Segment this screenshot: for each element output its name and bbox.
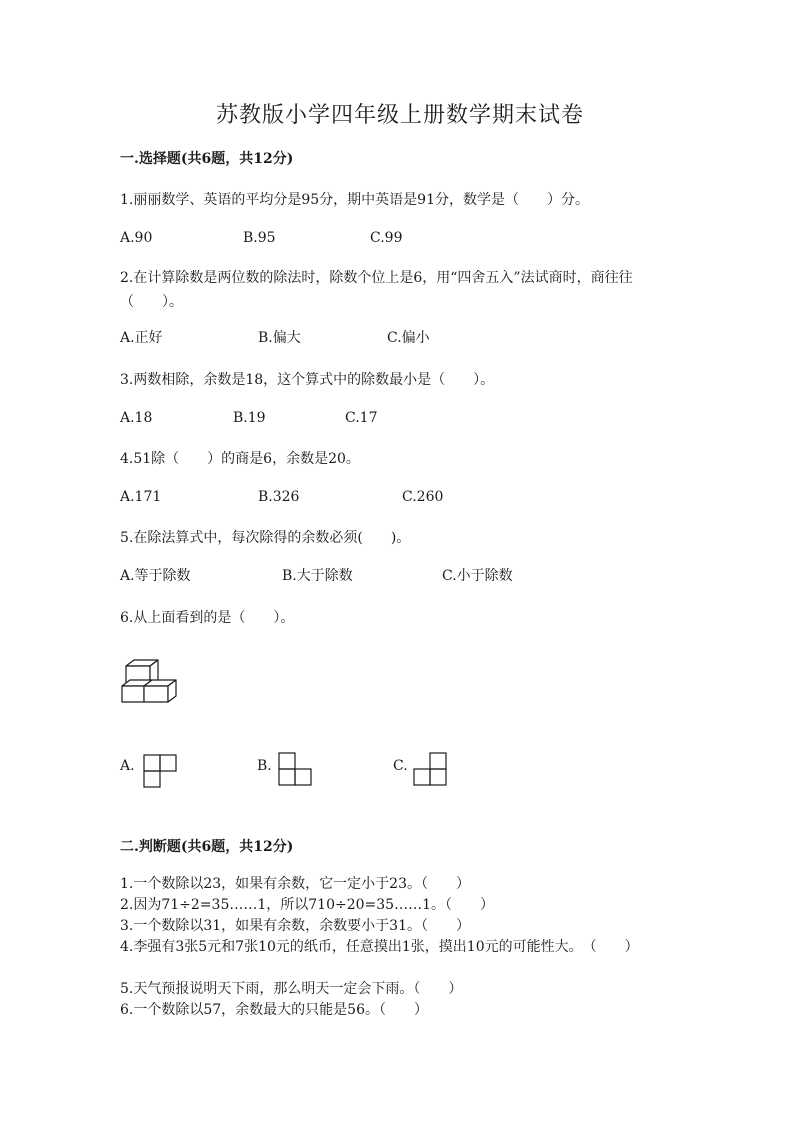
q5-option-b[interactable]: B.大于除数: [282, 568, 353, 584]
judgment-item-6: 6.一个数除以57，余数最大的只能是56。（ ）: [120, 1002, 428, 1018]
question-5: 5.在除法算式中，每次除得的余数必须( )。: [120, 530, 411, 546]
question-2: 2.在计算除数是两位数的除法时，除数个位上是6，用“四舍五入”法试商时，商往往（ ）。: [120, 270, 633, 310]
q3-option-c[interactable]: C.17: [345, 410, 378, 426]
q5-option-a[interactable]: A.等于除数: [120, 568, 191, 584]
section-2-heading: 二.判断题(共6题，共12分): [120, 839, 294, 855]
q6-option-b-figure: [278, 752, 312, 786]
q6-option-c-figure: [413, 752, 447, 786]
q1-option-a[interactable]: A.90: [120, 230, 153, 246]
section-1-heading: 一.选择题(共6题，共12分): [120, 151, 294, 167]
judgment-item-4: 4.李强有3张5元和7张10元的纸币，任意摸出1张，摸出10元的可能性大。 （ ）: [120, 939, 639, 955]
question-1: 1.丽丽数学、英语的平均分是95分，期中英语是91分，数学是（ ）分。: [120, 192, 589, 208]
q4-option-b[interactable]: B.326: [258, 489, 300, 505]
q4-option-c[interactable]: C.260: [402, 489, 444, 505]
judgment-item-1: 1.一个数除以23，如果有余数，它一定小于23。（ ）: [120, 876, 470, 892]
q1-option-b[interactable]: B.95: [243, 230, 276, 246]
question-3: 3.两数相除，余数是18，这个算式中的除数最小是（ ）。: [120, 372, 495, 388]
question-6: 6.从上面看到的是（ ）。: [120, 610, 295, 626]
q6-option-b[interactable]: B.: [257, 758, 272, 774]
judgment-item-2: 2.因为71÷2=35……1，所以710÷20=35……1。（ ）: [120, 897, 494, 913]
question-4: 4.51除（ ）的商是6，余数是20。: [120, 451, 360, 467]
q6-option-c[interactable]: C.: [393, 758, 408, 774]
q3-option-b[interactable]: B.19: [233, 410, 266, 426]
q3-option-a[interactable]: A.18: [120, 410, 153, 426]
judgment-item-5: 5.天气预报说明天下雨，那么明天一定会下雨。（ ）: [120, 981, 463, 997]
q6-option-a[interactable]: A.: [120, 758, 135, 774]
page-title: 苏教版小学四年级上册数学期末试卷: [215, 103, 584, 128]
q4-option-a[interactable]: A.171: [120, 489, 162, 505]
q2-option-c[interactable]: C.偏小: [387, 330, 430, 346]
judgment-item-3: 3.一个数除以31，如果有余数，余数要小于31。（ ）: [120, 918, 470, 934]
cubes-figure: [118, 658, 184, 704]
cube-left-front-face: [122, 686, 144, 702]
q5-option-c[interactable]: C.小于除数: [442, 568, 513, 584]
q2-option-a[interactable]: A.正好: [120, 330, 163, 346]
q6-option-a-figure: [143, 754, 177, 788]
q2-option-b[interactable]: B.偏大: [258, 330, 301, 346]
q1-option-c[interactable]: C.99: [370, 230, 403, 246]
cube-right-front-face: [144, 686, 168, 702]
